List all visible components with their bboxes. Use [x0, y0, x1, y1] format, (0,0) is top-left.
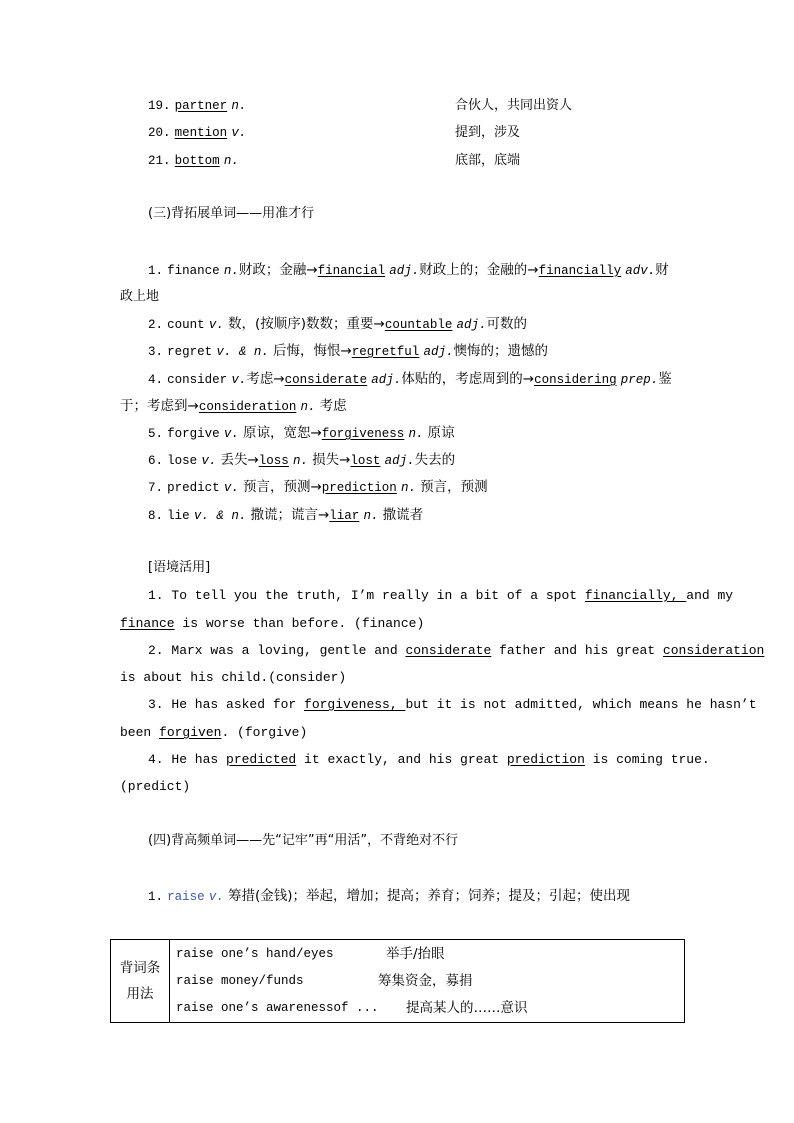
answer-blank: finance: [120, 616, 175, 631]
vocab-item-19: 19. partner n.: [148, 99, 247, 113]
vocab-item-20: 20. mention v.: [148, 126, 247, 140]
expand-item-3: 3. regret v. & n. 后悔，悔恨→regretful adj.懊悔的；遗憾的: [148, 343, 548, 359]
expand-item-1: 1. finance n.财政；金融→financial adj.财政上的；金融的→financially adv.财: [148, 262, 669, 278]
context-sentence-2-cont: is about his child.(consider): [120, 670, 347, 685]
context-sentence-4-cont: (predict): [120, 779, 191, 794]
context-sentence-3: 3. He has asked for forgiveness, but it is not admitted, which means he hasn’t: [148, 697, 757, 712]
usage-row: raise money/funds 筹集资金，募捐: [176, 972, 473, 989]
usage-row: raise one’s awarenessof ... 提高某人的……意识: [176, 999, 528, 1016]
vocab-word: partner: [174, 99, 228, 113]
usage-row: raise one’s hand/eyes 举手/抬眼: [176, 945, 445, 962]
expand-item-4-cont: 于；考虑到→consideration n. 考虑: [120, 398, 347, 414]
usage-table-body: [170, 940, 685, 1023]
vocab-item-21: 21. bottom n.: [148, 154, 239, 168]
answer-blank: financially,: [584, 588, 687, 603]
expand-item-1-cont: 政上地: [120, 289, 160, 304]
vocab-meaning-21: 底部，底端: [455, 153, 521, 168]
high-freq-item-1: 1. raise v. 筹措(金钱)；举起，增加；提高；养育；饲养；提及；引起；使出现: [148, 888, 631, 904]
vocab-word: bottom: [174, 154, 220, 168]
expand-item-5: 5. forgive v. 原谅，宽恕→forgiveness n. 原谅: [148, 425, 455, 441]
answer-blank: predicted: [226, 752, 297, 767]
vocab-meaning-19: 合伙人，共同出资人: [455, 98, 573, 113]
answer-blank: considerate: [405, 643, 492, 658]
context-sentence-2: 2. Marx was a loving, gentle and considerate father and his great consideration: [148, 643, 765, 658]
answer-blank: consideration: [662, 643, 765, 658]
section-heading: (三)背拓展单词——用准才行: [148, 206, 315, 221]
expand-item-8: 8. lie v. & n. 撒谎；谎言→liar n. 撒谎者: [148, 507, 424, 523]
expand-item-4: 4. consider v.考虑→considerate adj.体贴的，考虑周到的→considering prep.鉴: [148, 371, 672, 387]
context-sentence-4: 4. He has predicted it exactly, and his great prediction is coming true.: [148, 752, 710, 767]
vocab-meaning-20: 提到，涉及: [455, 125, 521, 140]
context-sentence-1: 1. To tell you the truth, I’m really in a bit of a spot financially, and my: [148, 588, 734, 603]
usage-table-label: 背词条用法: [111, 940, 170, 1023]
context-heading: [语境活用]: [148, 560, 211, 575]
answer-blank: forgiven: [159, 725, 222, 740]
expand-item-2: 2. count v. 数，(按顺序)数数；重要→countable adj.可数的: [148, 316, 527, 332]
vocab-word: mention: [174, 126, 228, 140]
expand-item-7: 7. predict v. 预言，预测→prediction n. 预言，预测: [148, 479, 488, 495]
context-sentence-1-cont: finance is worse than before. (finance): [120, 616, 425, 631]
answer-blank: prediction: [506, 752, 585, 767]
section-heading: (四)背高频单词——先“记牢”再“用活”，不背绝对不行: [148, 833, 459, 848]
usage-table: [110, 939, 685, 1023]
answer-blank: forgiveness,: [304, 697, 406, 712]
expand-item-6: 6. lose v. 丢失→loss n. 损失→lost adj.失去的: [148, 452, 456, 468]
context-sentence-3-cont: been forgiven. (forgive): [120, 725, 308, 740]
